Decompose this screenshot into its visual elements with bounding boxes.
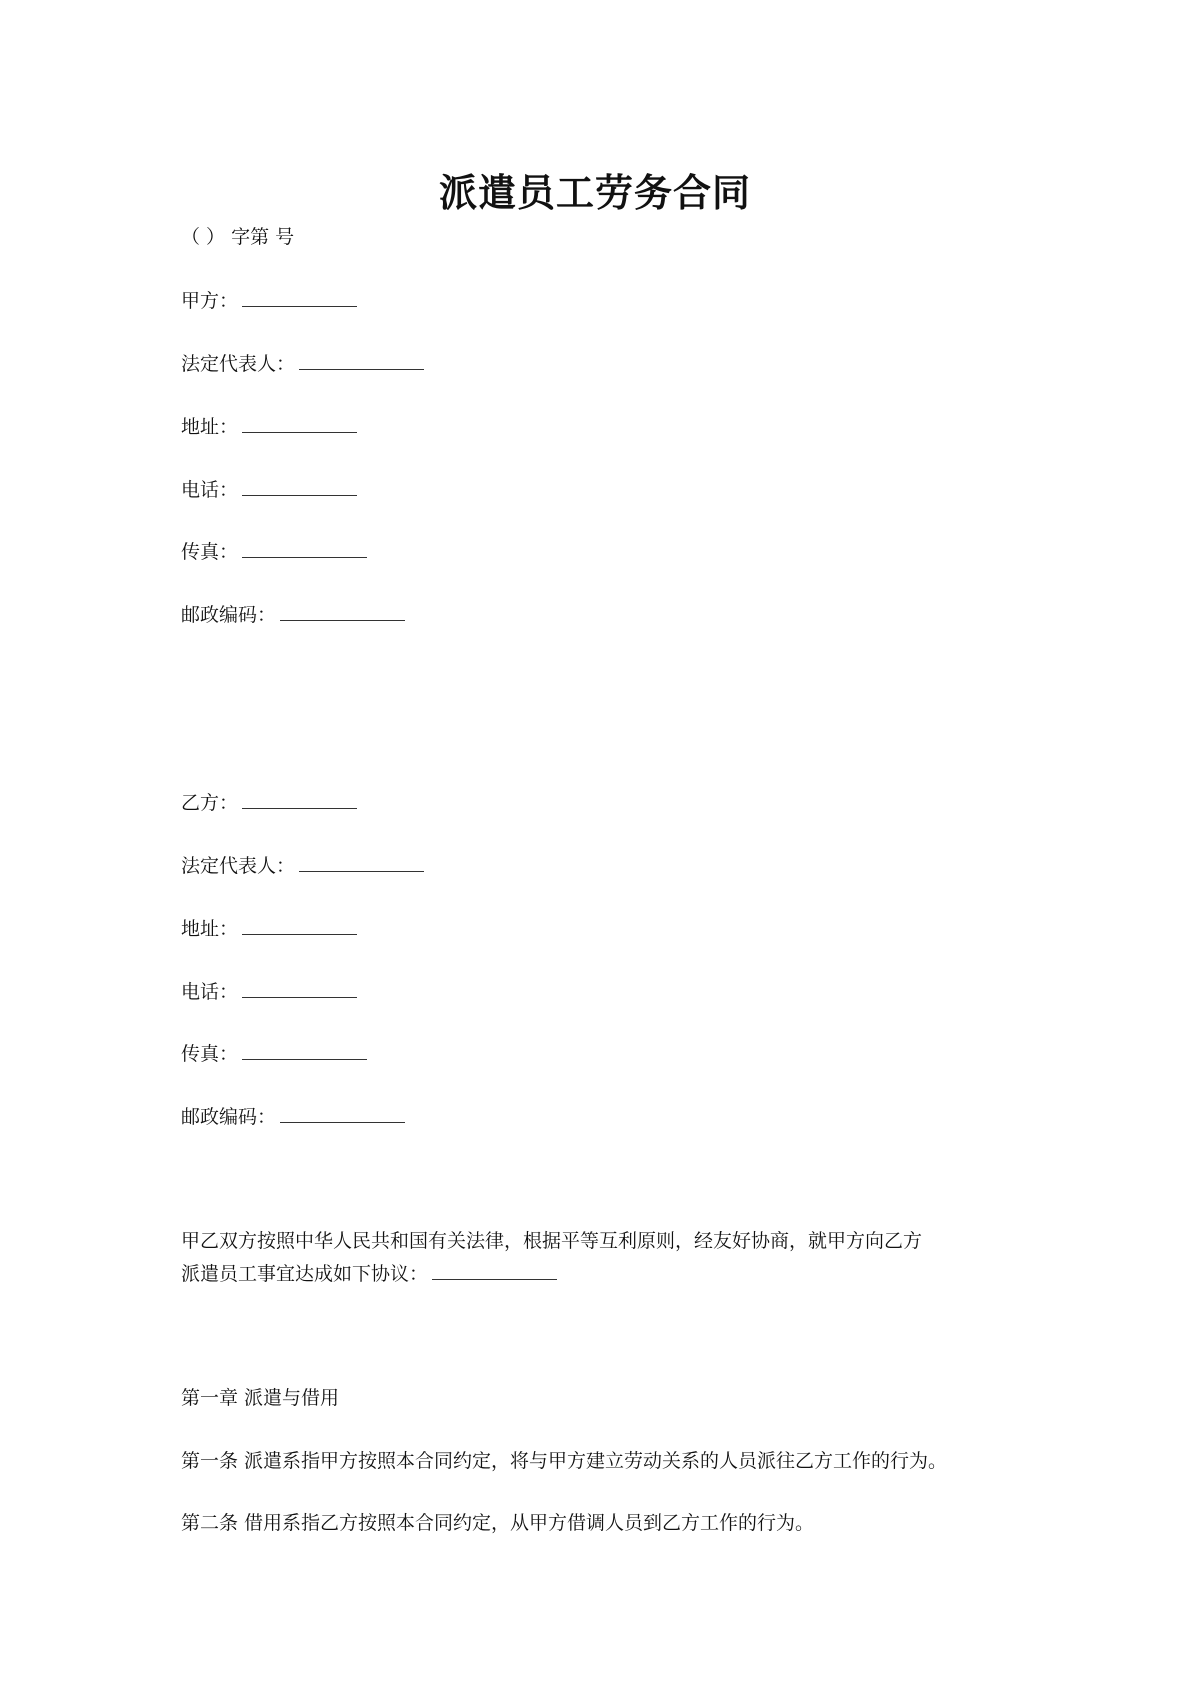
- document-title: 派遣员工劳务合同: [438, 170, 751, 215]
- party-a-phone-field: [181, 475, 357, 502]
- fill-blank: [242, 539, 367, 558]
- field-label: 地址：: [181, 416, 239, 438]
- party-a-name-field: [181, 286, 357, 313]
- party-b-legal-rep-field: [181, 851, 424, 878]
- party-b-phone-field: [181, 977, 357, 1004]
- field-label: 邮政编码：: [181, 1106, 277, 1128]
- fill-blank: [242, 288, 357, 307]
- preamble-line-1: 甲乙双方按照中华人民共和国有关法律，根据平等互利原则，经友好协商，就甲方向乙方: [181, 1230, 923, 1252]
- party-b-fax-field: [181, 1039, 367, 1066]
- fill-blank: [242, 916, 357, 935]
- field-label: 法定代表人：: [181, 353, 296, 375]
- field-label: 地址：: [181, 918, 239, 940]
- field-label: 电话：: [181, 479, 239, 501]
- field-label: 乙方：: [181, 792, 239, 814]
- field-label: 邮政编码：: [181, 604, 277, 626]
- fill-blank: [299, 853, 424, 872]
- fill-blank: [242, 979, 357, 998]
- fill-blank: [280, 602, 405, 621]
- article-1: 第一条 派遣系指甲方按照本合同约定，将与甲方建立劳动关系的人员派往乙方工作的行为。: [181, 1450, 948, 1472]
- chapter-1-heading: 第一章 派遣与借用: [181, 1387, 340, 1409]
- fill-blank: [242, 477, 357, 496]
- fill-blank: [299, 351, 424, 370]
- fill-blank: [242, 1041, 367, 1060]
- party-a-postcode-field: [181, 600, 405, 627]
- fill-blank: [242, 414, 357, 433]
- party-a-legal-rep-field: [181, 349, 424, 376]
- field-label: 甲方：: [181, 290, 239, 312]
- party-b-postcode-field: [181, 1102, 405, 1129]
- party-a-fax-field: [181, 537, 367, 564]
- preamble-line-2: [181, 1259, 557, 1286]
- field-label: 电话：: [181, 981, 239, 1003]
- party-a-address-field: [181, 412, 357, 439]
- party-b-name-field: [181, 788, 357, 815]
- fill-blank: [432, 1261, 557, 1280]
- preamble-text: 派遣员工事宜达成如下协议：: [181, 1263, 429, 1285]
- field-label: 传真：: [181, 541, 239, 563]
- party-b-address-field: [181, 914, 357, 941]
- fill-blank: [280, 1104, 405, 1123]
- field-label: 传真：: [181, 1043, 239, 1065]
- contract-number-line: （ ） 字第 号: [181, 226, 295, 248]
- article-2: 第二条 借用系指乙方按照本合同约定，从甲方借调人员到乙方工作的行为。: [181, 1512, 815, 1534]
- fill-blank: [242, 790, 357, 809]
- field-label: 法定代表人：: [181, 855, 296, 877]
